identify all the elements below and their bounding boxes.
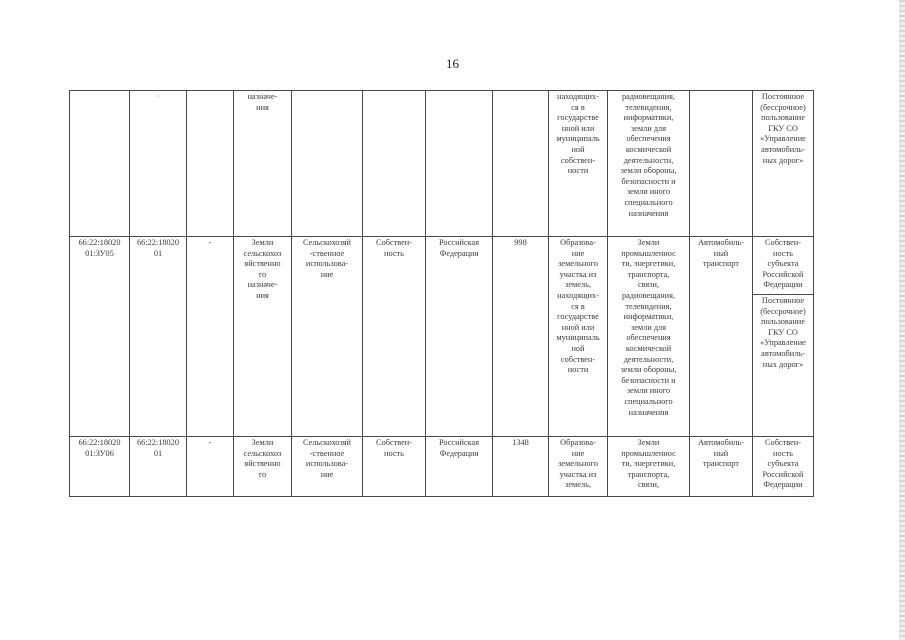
cell-new-land-category: радиовещания, телевидения, информатики, земли для обеспечения космической деятельности, земли обороны, безопасности и земли иного специального назначения bbox=[608, 91, 690, 237]
cell-area: 1348 bbox=[493, 437, 549, 497]
page-number: 16 bbox=[446, 56, 459, 71]
cell-owner bbox=[426, 91, 493, 237]
table-row-zu05 bbox=[70, 237, 814, 295]
cell-cadastral-number bbox=[70, 91, 130, 237]
cell-permitted-use: Сельскохозяй -ственное использова- ние bbox=[292, 437, 363, 497]
cell-permitted-use bbox=[292, 91, 363, 237]
cell-new-land-category: Земли промышленнос ти, энергетики, транспорта, связи, радиовещания, телевидения, информатики, земли для обеспечения космической деятельности, земли обороны, безопасности и земли иного специального назначения bbox=[608, 237, 690, 437]
table-row-zu06 bbox=[70, 437, 814, 497]
cell-new-land-category: Земли промышленнос ти, энергетики, транспорта, связи, bbox=[608, 437, 690, 497]
cell-formation-method: Образова- ние земельного участка из земель, находящих- ся в государстве нной или муниципаль ной собствен- ности bbox=[549, 237, 608, 437]
cell-land-category: Земли сельскохоз яйственно го назначе- ния bbox=[234, 237, 292, 437]
cell-permitted-use: Сельскохозяй -ственное использова- ние bbox=[292, 237, 363, 437]
land-plot-table bbox=[69, 90, 814, 497]
scan-edge bbox=[899, 0, 905, 640]
table-row-fragment bbox=[70, 91, 814, 237]
cell-quarter-number: · bbox=[130, 91, 187, 237]
cell-address bbox=[187, 91, 234, 237]
cell-new-right: Собствен- ность субъекта Российской Федерации bbox=[753, 437, 814, 497]
cell-owner: Российская Федерация bbox=[426, 237, 493, 437]
cell-right-type bbox=[363, 91, 426, 237]
cell-area: 998 bbox=[493, 237, 549, 437]
cell-new-use: Автомобиль- ный транспорт bbox=[690, 237, 753, 437]
cell-formation-method: Образова- ние земельного участка из земель, bbox=[549, 437, 608, 497]
cell-formation-method: находящих- ся в государстве нной или муниципаль ной собствен- ности bbox=[549, 91, 608, 237]
cell-right-type: Собствен- ность bbox=[363, 237, 426, 437]
cell-cadastral-number: 66:22:18020 01:ЗУ06 bbox=[70, 437, 130, 497]
cell-new-use bbox=[690, 91, 753, 237]
cell-area bbox=[493, 91, 549, 237]
cell-new-right-use: Постоянное (бессрочное) пользование ГКУ СО «Управление автомобиль- ных дорог» bbox=[753, 295, 814, 437]
cell-address: - bbox=[187, 437, 234, 497]
cell-quarter-number: 66:22:18020 01 bbox=[130, 437, 187, 497]
cell-land-category: Земли сельскохоз яйственно го bbox=[234, 437, 292, 497]
cell-new-right-ownership: Собствен- ность субъекта Российской Федерации bbox=[753, 237, 814, 295]
cell-land-category: назначе- ния bbox=[234, 91, 292, 237]
cell-new-right: Постоянное (бессрочное) пользование ГКУ СО «Управление автомобиль- ных дорог» bbox=[753, 91, 814, 237]
cell-cadastral-number: 66:22:18020 01:ЗУ05 bbox=[70, 237, 130, 437]
cell-right-type: Собствен- ность bbox=[363, 437, 426, 497]
cell-address: - bbox=[187, 237, 234, 437]
cell-quarter-number: 66:22:18020 01 bbox=[130, 237, 187, 437]
cell-new-use: Автомобиль- ный транспорт bbox=[690, 437, 753, 497]
cell-owner: Российская Федерация bbox=[426, 437, 493, 497]
